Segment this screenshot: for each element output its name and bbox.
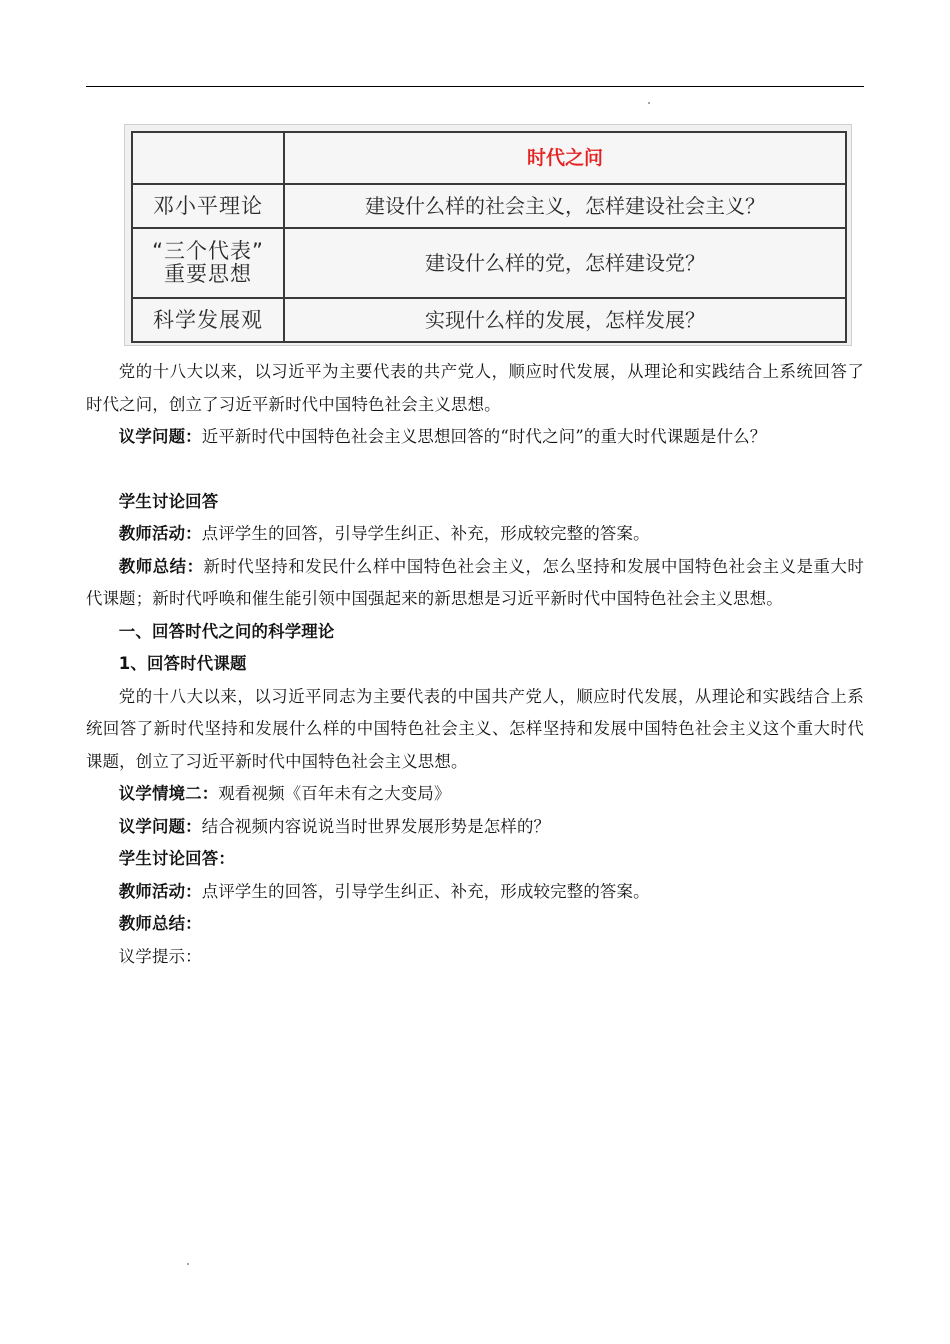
teacher-summary-label: 教师总结： [118,556,204,576]
table-row-question: 建设什么样的党，怎样建设党？ [284,228,846,298]
subsection-heading [86,648,864,681]
question-text: 近平新时代中国特色社会主义思想回答的“时代之问”的重大时代课题是什么？ [201,427,767,446]
table-header-title: 时代之问 [284,132,846,184]
subsection-heading-text: 1、回答时代课题 [118,654,247,673]
table-row-theory-line2: 重要思想 [164,262,252,286]
era-questions-table-image [124,124,852,346]
question-label: 议学问题： [118,816,202,836]
table-header-row [132,132,846,184]
question-text: 结合视频内容说说当时世界发展形势是怎样的？ [201,816,551,836]
table-row-theory: 邓小平理论 [132,184,284,228]
teacher-activity-label: 教师活动： [118,881,202,901]
answer-paragraph: 党的十八大以来，以习近平同志为主要代表的中国共产党人，顺应时代发展，从理论和实践结合上系统回答了新时代坚持和发展什么样的中国特色社会主义、怎样坚持和发展中国特色社会主义这个重大时代课题，创立了习近平新时代中国特色社会主义思想。 [86,686,864,771]
teacher-summary-2 [86,908,864,941]
student-discussion-1 [86,486,864,519]
table-row-theory: 科学发展观 [132,298,284,342]
discussion-question-2 [86,811,864,844]
teacher-activity-2 [86,876,864,909]
header-rule [86,86,864,87]
table-row-question: 建设什么样的社会主义，怎样建设社会主义？ [284,184,846,228]
scenario-2 [86,778,864,811]
teacher-activity-1 [86,518,864,551]
table-row [132,298,846,342]
question-label: 议学问题： [118,427,202,446]
teacher-activity-text: 点评学生的回答，引导学生纠正、补充，形成较完整的答案。 [201,881,650,901]
header-dot [648,102,650,104]
section-heading [86,616,864,649]
intro-paragraph: 党的十八大以来，以习近平为主要代表的共产党人，顺应时代发展，从理论和实践结合上系统回答了时代之问，创立了习近平新时代中国特色社会主义思想。 [86,362,864,414]
scenario-label: 议学情境二： [118,784,219,803]
table-corner-cell [132,132,284,184]
student-discussion-2 [86,843,864,876]
table-row [132,184,846,228]
teacher-activity-text: 点评学生的回答，引导学生纠正、补充，形成较完整的答案。 [201,524,650,543]
student-discussion-label: 学生讨论回答： [118,849,235,868]
blank-line [86,454,864,486]
scenario-text: 观看视频《百年未有之大变局》 [218,784,451,803]
document-body [86,356,864,973]
section-heading-text: 一、回答时代之问的科学理论 [118,621,335,641]
table-row-question: 实现什么样的发展，怎样发展？ [284,298,846,342]
teacher-summary-1 [86,551,864,616]
student-discussion-label: 学生讨论回答 [118,491,219,511]
teacher-summary-label: 教师总结： [118,914,202,933]
table-row-theory [132,228,284,298]
teacher-summary-text: 新时代坚持和发民什么样中国特色社会主义，怎么坚持和发展中国特色社会主义是重大时代课题；新时代呼唤和催生能引领中国强起来的新思想是习近平新时代中国特色社会主义思想。 [86,556,864,608]
study-hint: 议学提示： [118,946,202,966]
discussion-question-1 [86,421,864,454]
teacher-activity-label: 教师活动： [118,524,202,543]
era-questions-table [131,131,847,343]
table-row-theory-line1: “三个代表” [152,239,264,263]
table-row [132,228,846,298]
footer-dot [187,1263,189,1265]
